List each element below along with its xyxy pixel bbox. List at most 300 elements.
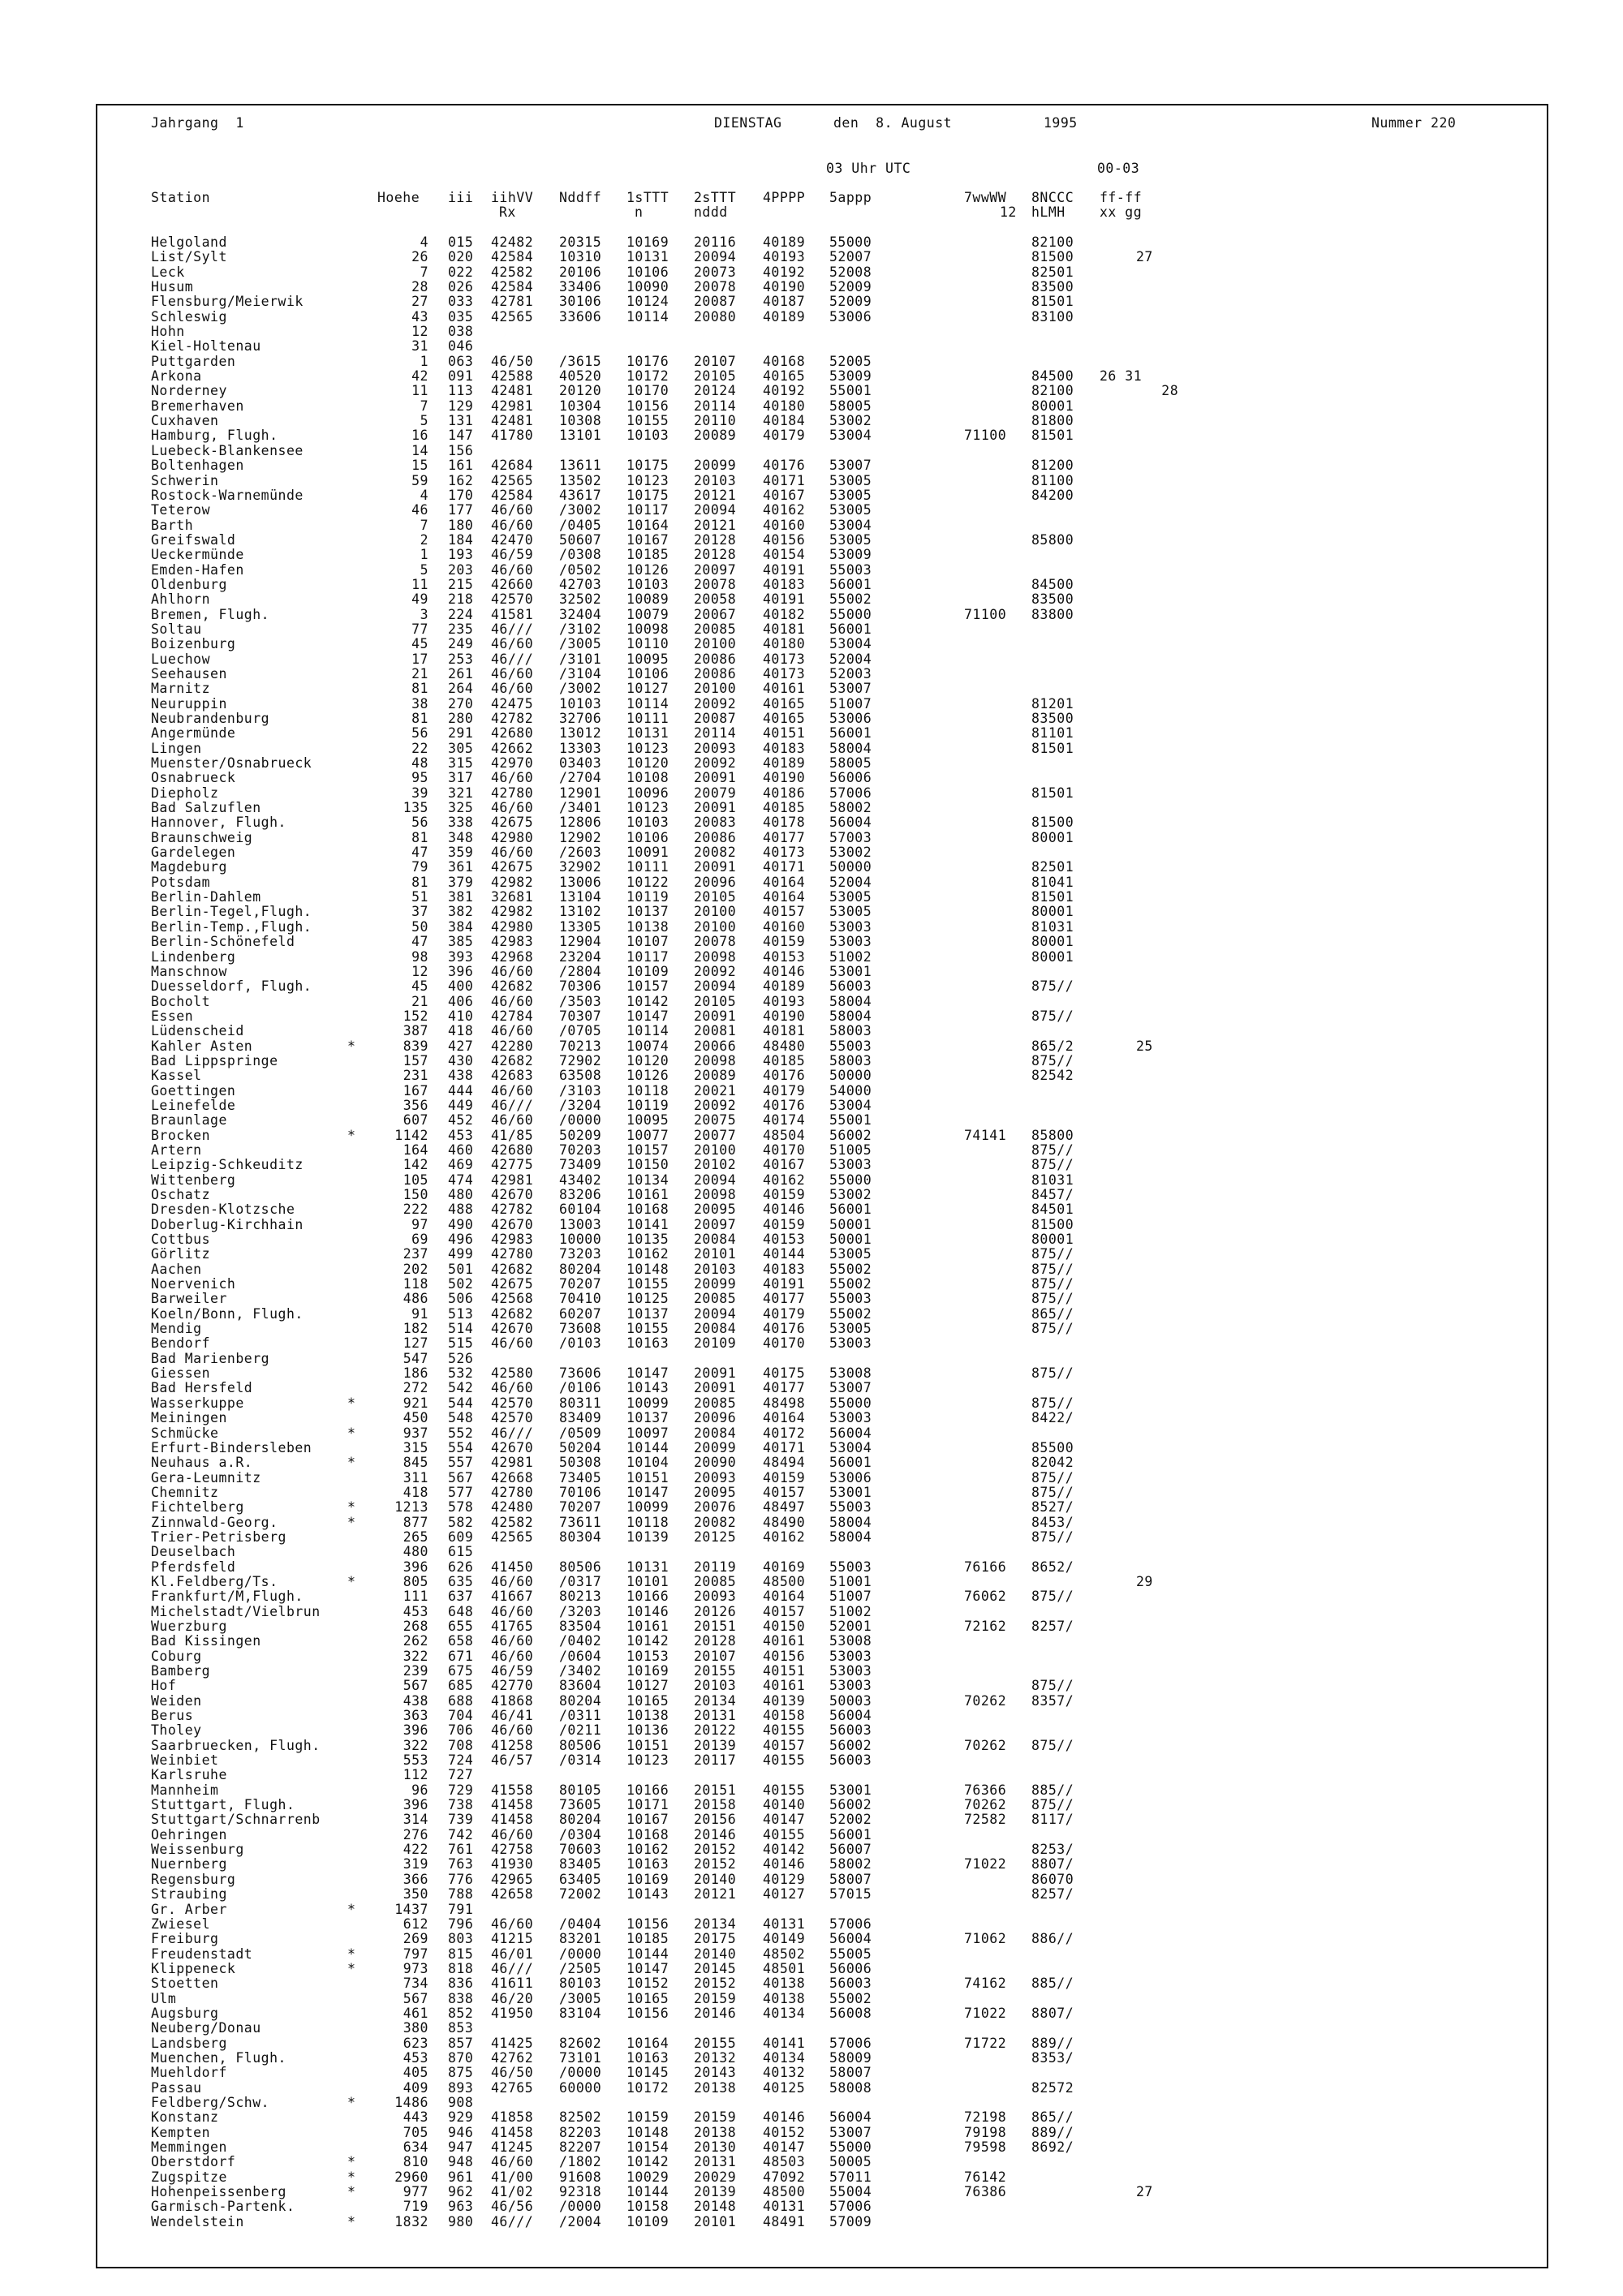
cell-station-name: Leck [151,264,185,280]
cell-tendency: 53008 [829,1365,872,1382]
cell-tendency: 51002 [829,948,872,965]
cell-temp-2: 20156 [694,1812,737,1828]
cell-station-id: 400 [448,978,474,995]
cell-iihvv: 41780 [491,428,534,444]
time-range: 00-03 [1097,161,1140,176]
cell-height: 350 [403,1886,428,1903]
cell-temp-1: 10117 [626,948,669,965]
cell-station-id: 648 [448,1603,474,1619]
cell-temp-2: 20091 [694,1365,737,1382]
table-row [0,339,1623,354]
cell-temp-1: 10144 [626,1946,669,1962]
cell-tendency: 53003 [829,1678,872,1694]
cell-temp-1: 10163 [626,1856,669,1872]
cell-temp-2: 20152 [694,1856,737,1872]
cell-temp-1: 10091 [626,845,669,861]
cell-height: 43 [411,308,428,325]
cell-height: 719 [403,2199,428,2215]
cell-pressure: 48498 [763,1395,806,1411]
cell-clouds: 80001 [1031,829,1074,845]
cell-clouds: 81501 [1031,889,1074,905]
cell-station-id: 496 [448,1232,474,1248]
cell-temp-2: 20091 [694,770,737,786]
cell-height: 1 [420,547,428,563]
cell-height: 634 [403,2139,428,2155]
cell-station-name: Zwiesel [151,1915,211,1932]
cell-temp-1: 10144 [626,1439,669,1455]
cell-height: 79 [411,859,428,875]
cell-clouds: 83500 [1031,711,1074,726]
cell-iihvv: 46/60 [491,1082,534,1099]
cell-nddff: 20106 [559,264,602,280]
cell-pressure: 48503 [763,2154,806,2170]
cell-station-name: Braunlage [151,1112,227,1129]
cell-iihvv: 46/60 [491,1335,534,1352]
cell-clouds: 8422/ [1031,1410,1074,1426]
cell-temp-1: 10147 [626,1960,669,1976]
cell-pressure: 40180 [763,398,806,414]
table-row [0,1903,1623,1917]
cell-pressure: 40179 [763,1082,806,1099]
cell-pressure: 40150 [763,1618,806,1634]
cell-pressure: 40161 [763,681,806,697]
cell-temp-1: 10126 [626,561,669,578]
cell-height: 480 [403,1544,428,1560]
cell-clouds: 83500 [1031,279,1074,295]
cell-pressure: 40141 [763,2035,806,2051]
cell-tendency: 53009 [829,368,872,385]
table-row [0,414,1623,428]
cell-clouds: 85800 [1031,1127,1074,1143]
cell-station-name: Freudenstadt [151,1946,253,1962]
table-row [0,2021,1623,2036]
weekday: DIENSTAG [714,115,782,131]
cell-iihvv: 46/60 [491,963,534,979]
cell-temp-2: 20097 [694,561,737,578]
cell-temp-2: 20099 [694,1276,737,1292]
cell-station-name: Arkona [151,368,202,385]
table-row [0,1188,1623,1202]
cell-gusts: 27 [1136,249,1153,265]
date-text: den 8. August [833,115,953,131]
cell-tendency: 55002 [829,591,872,608]
cell-iihvv: 46/60 [491,800,534,816]
cell-clouds: 875// [1031,1276,1074,1292]
cell-temp-2: 20121 [694,1886,737,1903]
cell-tendency: 58004 [829,1514,872,1530]
cell-clouds: 81500 [1031,249,1074,265]
cell-temp-1: 10169 [626,1663,669,1679]
cell-iihvv: 42670 [491,1187,534,1202]
cell-temp-1: 10166 [626,1589,669,1605]
cell-temp-2: 20100 [694,1142,737,1158]
cell-station-id: 020 [448,249,474,265]
cell-pressure: 40192 [763,264,806,280]
cell-mountain-marker: * [347,1455,356,1471]
cell-pressure: 40162 [763,1172,806,1188]
table-row [0,1143,1623,1158]
cell-temp-1: 10147 [626,1484,669,1500]
cell-clouds: 8357/ [1031,1692,1074,1709]
cell-station-id: 506 [448,1291,474,1307]
table-row [0,622,1623,637]
cell-temp-2: 20100 [694,636,737,652]
cell-tendency: 53007 [829,2124,872,2140]
col-nddff: Nddff [559,190,602,205]
cell-clouds: 865// [1031,2109,1074,2126]
cell-station-name: Husum [151,279,194,295]
table-row [0,950,1623,965]
table-row [0,384,1623,398]
table-row [0,1575,1623,1589]
cell-temp-1: 10124 [626,294,669,310]
cell-temp-1: 10161 [626,1187,669,1202]
cell-height: 152 [403,1008,428,1024]
cell-tendency: 56004 [829,1708,872,1724]
cell-station-name: Klippeneck [151,1960,236,1976]
cell-height: 438 [403,1692,428,1709]
table-row [0,815,1623,830]
cell-mountain-marker: * [347,1946,356,1962]
cell-tendency: 52007 [829,249,872,265]
cell-station-id: 980 [448,2213,474,2229]
cell-clouds: 82100 [1031,383,1074,399]
cell-iihvv: 42675 [491,815,534,831]
cell-nddff: /0402 [559,1633,602,1649]
cell-height: 48 [411,755,428,772]
cell-station-id: 818 [448,1960,474,1976]
cell-height: 356 [403,1097,428,1113]
cell-temp-1: 10131 [626,1559,669,1575]
cell-temp-1: 10099 [626,1499,669,1516]
cell-nddff: /0311 [559,1708,602,1724]
cell-temp-2: 20083 [694,815,737,831]
table-row [0,1634,1623,1649]
cell-height: 805 [403,1573,428,1589]
cell-temp-2: 20117 [694,1752,737,1769]
cell-tendency: 56001 [829,725,872,742]
cell-nddff: 72002 [559,1886,602,1903]
cell-temp-1: 10131 [626,725,669,742]
cell-station-name: Saarbruecken, Flugh. [151,1737,321,1753]
col-8nccc: 8NCCC [1031,190,1074,205]
cell-station-name: Zugspitze [151,2169,227,2185]
cell-clouds: 875// [1031,1678,1074,1694]
cell-pressure: 40165 [763,695,806,712]
cell-station-name: Wuerzburg [151,1618,227,1634]
col-ffff-sub: xx gg [1100,204,1143,220]
cell-temp-1: 10175 [626,487,669,503]
cell-station-id: 499 [448,1246,474,1262]
cell-height: 547 [403,1350,428,1366]
cell-temp-1: 10122 [626,874,669,890]
cell-height: 623 [403,2035,428,2051]
cell-nddff: /0509 [559,1425,602,1441]
station-table [0,235,1623,2229]
cell-nddff: 42703 [559,576,602,592]
cell-station-id: 385 [448,934,474,950]
cell-temp-2: 20146 [694,2005,737,2021]
cell-pressure: 48497 [763,1499,806,1516]
cell-nddff: 32902 [559,859,602,875]
cell-station-name: Weiden [151,1692,202,1709]
cell-pressure: 40157 [763,1737,806,1753]
table-row [0,1857,1623,1872]
table-row [0,563,1623,578]
cell-station-name: Weinbiet [151,1752,219,1769]
cell-weather: 71100 [964,428,1007,444]
cell-nddff: 73611 [559,1514,602,1530]
cell-clouds: 875// [1031,1529,1074,1545]
cell-weather: 70262 [964,1737,1007,1753]
cell-temp-1: 10089 [626,591,669,608]
cell-station-name: Muenster/Osnabrueck [151,755,312,772]
cell-station-id: 338 [448,815,474,831]
cell-iihvv: 42980 [491,829,534,845]
cell-temp-2: 20155 [694,1663,737,1679]
cell-temp-1: 10137 [626,1410,669,1426]
cell-station-id: 382 [448,904,474,920]
cell-nddff: 80213 [559,1589,602,1605]
cell-station-name: Osnabrueck [151,770,236,786]
cell-tendency: 55002 [829,1305,872,1322]
cell-temp-2: 20089 [694,1068,737,1084]
cell-mountain-marker: * [347,1960,356,1976]
cell-nddff: /3203 [559,1603,602,1619]
cell-temp-2: 20098 [694,1052,737,1068]
cell-station-id: 836 [448,1976,474,1992]
cell-clouds: 81041 [1031,874,1074,890]
table-row [0,845,1623,860]
cell-nddff: 50209 [559,1127,602,1143]
cell-pressure: 40189 [763,234,806,250]
cell-tendency: 55000 [829,1172,872,1188]
cell-station-id: 396 [448,963,474,979]
cell-height: 135 [403,800,428,816]
cell-iihvv: 42280 [491,1038,534,1054]
cell-nddff: 13303 [559,740,602,756]
cell-nddff: 80103 [559,1976,602,1992]
cell-tendency: 57015 [829,1886,872,1903]
cell-weather: 70262 [964,1692,1007,1709]
cell-nddff: 13305 [559,918,602,935]
table-row [0,1426,1623,1441]
table-row [0,265,1623,280]
cell-height: 95 [411,770,428,786]
cell-nddff: 70410 [559,1291,602,1307]
cell-station-name: Görlitz [151,1246,211,1262]
table-row [0,458,1623,473]
cell-clouds: 81800 [1031,413,1074,429]
cell-station-id: 406 [448,993,474,1009]
cell-temp-2: 20091 [694,1008,737,1024]
cell-nddff: 50607 [559,531,602,548]
table-row [0,608,1623,622]
cell-height: 98 [411,948,428,965]
cell-station-name: Artern [151,1142,202,1158]
cell-pressure: 40186 [763,785,806,801]
table-row [0,280,1623,295]
cell-weather: 76062 [964,1589,1007,1605]
cell-temp-1: 10138 [626,918,669,935]
cell-temp-1: 10095 [626,1112,669,1129]
cell-station-name: Puttgarden [151,353,236,369]
cell-iihvv: 42982 [491,904,534,920]
cell-height: 167 [403,1082,428,1099]
table-row [0,1753,1623,1768]
cell-height: 396 [403,1797,428,1813]
cell-temp-2: 20107 [694,1648,737,1664]
cell-height: 239 [403,1663,428,1679]
cell-station-name: Luechow [151,651,211,667]
cell-station-name: Trier-Petrisberg [151,1529,286,1545]
cell-station-name: Schwerin [151,472,219,488]
cell-temp-2: 20103 [694,1678,737,1694]
cell-height: 39 [411,785,428,801]
cell-pressure: 40173 [763,845,806,861]
table-row [0,1218,1623,1232]
cell-temp-1: 10159 [626,2109,669,2126]
cell-height: 396 [403,1559,428,1575]
cell-pressure: 40170 [763,1335,806,1352]
table-row [0,2110,1623,2125]
cell-station-name: Berus [151,1708,194,1724]
cell-nddff: 12902 [559,829,602,845]
cell-height: 810 [403,2154,428,2170]
cell-station-id: 853 [448,2020,474,2036]
cell-height: 112 [403,1767,428,1783]
cell-nddff: 83405 [559,1856,602,1872]
cell-tendency: 58003 [829,1052,872,1068]
table-row [0,1277,1623,1292]
table-row [0,979,1623,994]
table-row [0,2081,1623,2096]
cell-height: 51 [411,889,428,905]
cell-iihvv: 41/85 [491,1127,534,1143]
cell-height: 553 [403,1752,428,1769]
cell-iihvv: 46/60 [491,993,534,1009]
cell-iihvv: 42682 [491,1261,534,1277]
cell-iihvv: 46/41 [491,1708,534,1724]
cell-tendency: 57006 [829,785,872,801]
cell-iihvv: 42682 [491,1052,534,1068]
cell-temp-2: 20058 [694,591,737,608]
table-row [0,1723,1623,1738]
cell-iihvv: 42668 [491,1469,534,1486]
cell-weather: 76142 [964,2169,1007,2185]
col-2sttt-sub: nddd [694,204,728,220]
cell-temp-1: 10111 [626,711,669,726]
cell-temp-1: 10096 [626,785,669,801]
cell-nddff: 10000 [559,1232,602,1248]
cell-height: 797 [403,1946,428,1962]
cell-height: 77 [411,621,428,637]
cell-station-id: 761 [448,1842,474,1858]
cell-temp-2: 20094 [694,502,737,518]
cell-station-name: Konstanz [151,2109,219,2126]
cell-station-name: Boltenhagen [151,458,244,474]
cell-height: 11 [411,576,428,592]
cell-height: 28 [411,279,428,295]
cell-height: 276 [403,1826,428,1842]
cell-tendency: 58004 [829,993,872,1009]
cell-temp-1: 10090 [626,279,669,295]
cell-clouds: 8253/ [1031,1842,1074,1858]
cell-temp-1: 10143 [626,1380,669,1396]
cell-clouds: 84500 [1031,576,1074,592]
cell-iihvv: 41581 [491,606,534,622]
cell-nddff: 60000 [559,2079,602,2096]
cell-station-id: 361 [448,859,474,875]
cell-temp-2: 20092 [694,695,737,712]
cell-station-name: Doberlug-Kirchhain [151,1216,304,1232]
cell-temp-1: 10126 [626,1068,669,1084]
cell-iihvv: 42482 [491,234,534,250]
col-2sttt: 2sTTT [694,190,737,205]
cell-nddff: 10310 [559,249,602,265]
cell-tendency: 53009 [829,547,872,563]
cell-station-id: 384 [448,918,474,935]
cell-temp-1: 10127 [626,681,669,697]
cell-temp-1: 10167 [626,1812,669,1828]
cell-station-name: Seehausen [151,665,227,681]
cell-height: 14 [411,442,428,458]
cell-clouds: 81100 [1031,472,1074,488]
cell-iihvv: 42684 [491,458,534,474]
cell-tendency: 53003 [829,934,872,950]
cell-pressure: 40169 [763,1559,806,1575]
cell-temp-1: 10169 [626,1871,669,1887]
cell-pressure: 40178 [763,815,806,831]
cell-station-name: Berlin-Dahlem [151,889,261,905]
cell-station-name: Berlin-Schönefeld [151,934,295,950]
cell-height: 31 [411,338,428,355]
cell-temp-2: 20082 [694,845,737,861]
cell-station-id: 091 [448,368,474,385]
cell-station-id: 739 [448,1812,474,1828]
table-row [0,518,1623,533]
cell-station-id: 501 [448,1261,474,1277]
cell-height: 461 [403,2005,428,2021]
table-row [0,578,1623,592]
table-row [0,652,1623,667]
cell-pressure: 40165 [763,368,806,385]
cell-tendency: 56001 [829,576,872,592]
cell-tendency: 55000 [829,606,872,622]
cell-station-name: Landsberg [151,2035,227,2051]
table-row [0,2170,1623,2185]
cell-nddff: /3402 [559,1663,602,1679]
cell-height: 363 [403,1708,428,1724]
cell-temp-2: 20099 [694,1439,737,1455]
cell-temp-1: 10131 [626,249,669,265]
cell-temp-1: 10143 [626,1886,669,1903]
cell-height: 422 [403,1842,428,1858]
cell-station-name: Straubing [151,1886,227,1903]
cell-pressure: 40177 [763,1291,806,1307]
cell-tendency: 53007 [829,458,872,474]
table-row [0,1009,1623,1024]
cell-station-name: Hof [151,1678,177,1694]
cell-clouds: 875// [1031,1291,1074,1307]
cell-iihvv: 46/50 [491,2065,534,2081]
cell-iihvv: 42981 [491,1172,534,1188]
cell-station-name: Luebeck-Blankensee [151,442,304,458]
cell-height: 486 [403,1291,428,1307]
cell-nddff: 33406 [559,279,602,295]
cell-station-id: 348 [448,829,474,845]
cell-height: 4 [420,487,428,503]
